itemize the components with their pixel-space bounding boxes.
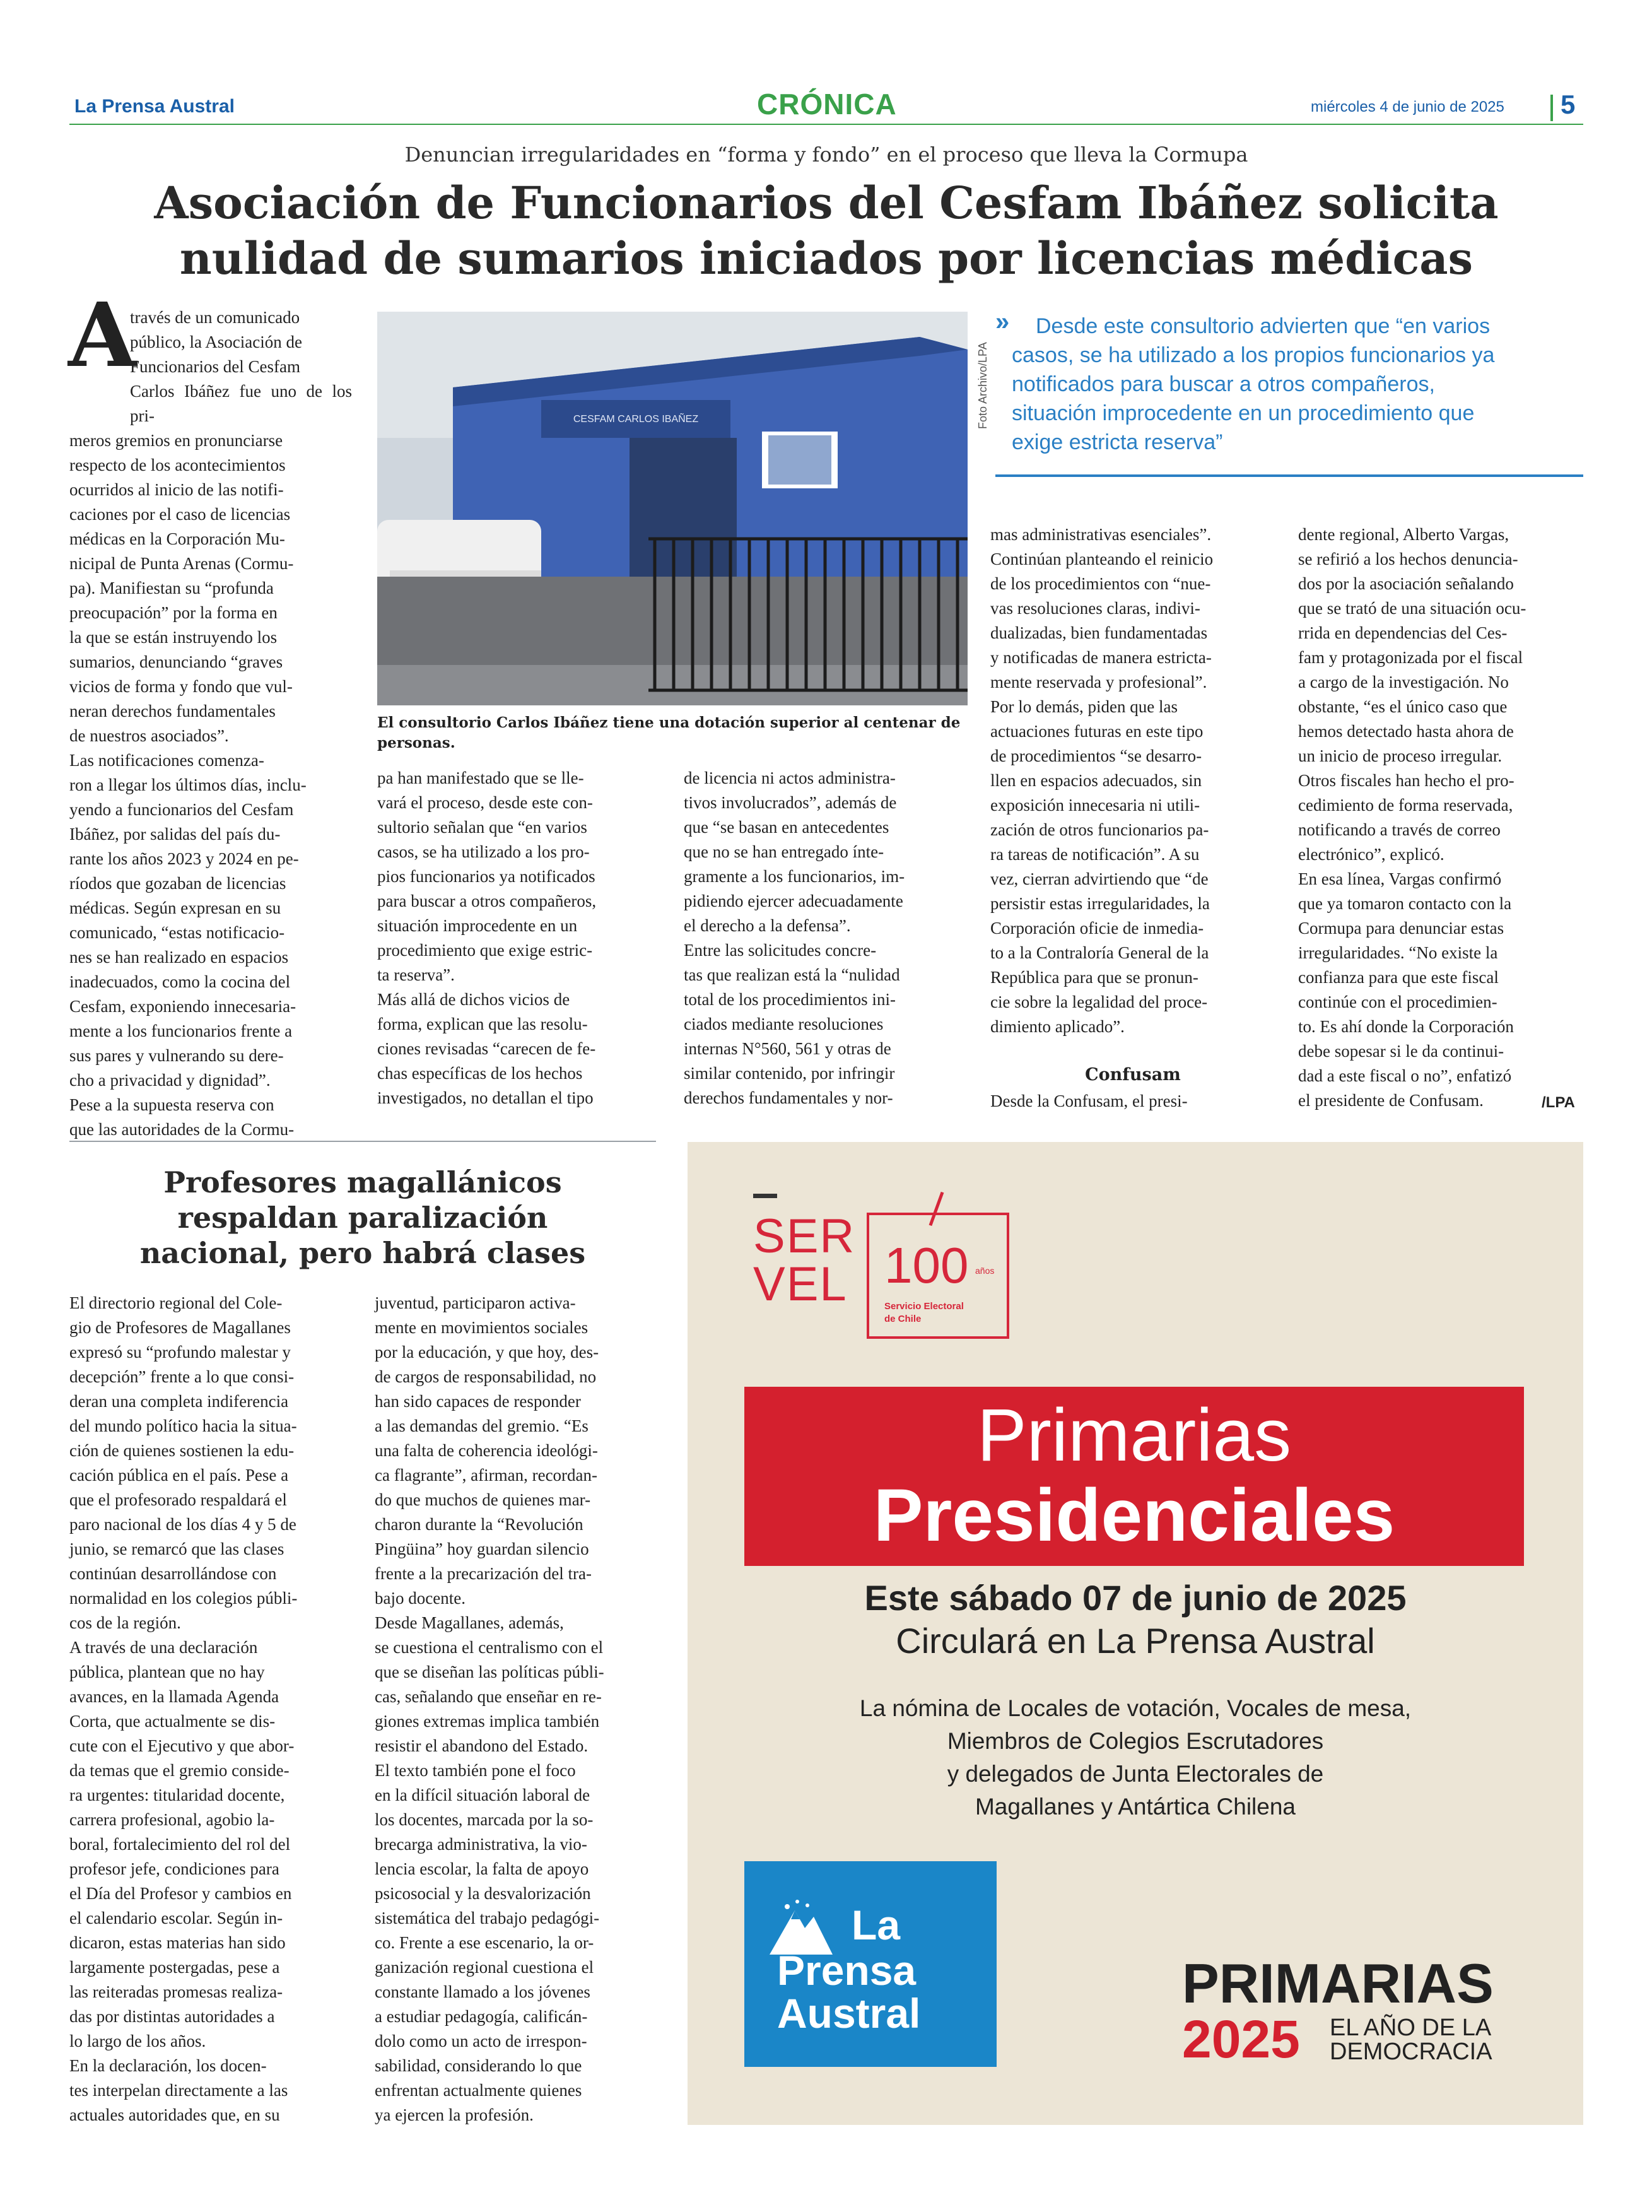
article-column-2: pa han manifestado que se lle- vará el proceso, desde este con- sultorio señalan que “en varios casos, se ha utilizado a los pro- pios funcionarios ya notificados para buscar a otros compañeros, situación improcedente en un procedimiento que exige estric- ta reserva”. Más allá de dichos vicios de forma, explican que las resolu- ciones revisadas “carecen de fe- chas específicas de los hechos investigados, no detallan el tipo (377, 768, 597, 1107)
building-illustration (377, 312, 968, 705)
photo-credit: Foto Archivo/LPA (976, 342, 989, 429)
headline-line-2: nulidad de sumarios iniciados por licencias médicas (179, 232, 1473, 285)
article-column-1-line: ocurridos al inicio de las notifi- (69, 480, 284, 499)
paper-name: La Prensa Austral (74, 96, 235, 117)
lpa-logo (744, 1861, 997, 2067)
article-column-1-line: sumarios, denunciando “graves (69, 652, 283, 671)
anniversary-suffix: años (975, 1266, 995, 1276)
article-column-1-line: caciones por el caso de licencias (69, 505, 291, 524)
lpa-logo-line-2: Prensa (777, 1947, 917, 1994)
article-column-1-line: respecto de los acontecimientos (69, 456, 286, 474)
article-column-1-line: cho a privacidad y dignidad”. (69, 1071, 271, 1090)
header-separator (1550, 95, 1553, 121)
article-column-1-line: Carlos Ibáñez fue uno de los pri- (130, 382, 352, 425)
article-column-1-line: la que se están instruyendo los (69, 628, 278, 647)
servel-ad (688, 1142, 1583, 2125)
primarias-tagline-2: DEMOCRACIA (1330, 2038, 1492, 2065)
pull-quote-icon: » (995, 308, 1010, 336)
article-signature: /LPA (1542, 1094, 1575, 1111)
article-column-1-line: pa). Manifiestan su “profunda (69, 579, 274, 597)
headline-line-1: Asociación de Funcionarios del Cesfam Ibáñez solicita (154, 177, 1499, 229)
anniversary-label-2: de Chile (884, 1314, 922, 1324)
article-divider (69, 1141, 656, 1142)
article-column-4b: Desde la Confusam, el presi- (990, 1091, 1188, 1110)
article-column-1-line: Cesfam, exponiendo innecesaria- (69, 997, 296, 1016)
ad-description (688, 1692, 1583, 1823)
article-column-5: dente regional, Alberto Vargas, se refirió a los hechos denuncia- dos por la asociación señalando que se trató de una situación ocu- rrida en dependencias del Ces- fam y protagonizada por el fiscal a cargo de la investigación. No obstante, “es el único caso que hemos detectado hasta ahora de un inicio de proceso irregular. Otros fiscales han hecho el pro- cedimiento de forma reservada, notificando a través de correo electrónico”, explicó. En esa línea, Vargas confirmó que ya tomaron contacto con la Cormupa para denunciar estas irregularidades. “No existe la confianza para que este fiscal continúe con el procedimien- to. Es ahí donde la Corporación debe sopesar si le da continui- dad a este fiscal o no”, enfatizó el presidente de Confusam. (1298, 525, 1526, 1110)
article-column-1-line: ron a llegar los últimos días, inclu- (69, 775, 307, 794)
article-column-1-line: vicios de forma y fondo que vul- (69, 677, 293, 696)
primarias-tagline-1: EL AÑO DE LA (1330, 2015, 1492, 2041)
article-column-1-line: sus pares y vulnerando su dere- (69, 1046, 284, 1065)
photo-caption: El consultorio Carlos Ibáñez tiene una dotación superior al centenar de personas. (377, 714, 961, 751)
servel-logo-dash (753, 1194, 777, 1198)
second-headline (69, 1165, 656, 1271)
article-column-1-line: Ibáñez, por salidas del país du- (69, 825, 281, 844)
article-column-1-line: público, la Asociación de (130, 332, 302, 351)
article-column-1-line: meros gremios en pronunciarse (69, 431, 283, 450)
article-column-1-line: mente a los funcionarios frente a (69, 1021, 293, 1040)
article-column-1-line: nicipal de Punta Arenas (Cormu- (69, 554, 294, 573)
anniversary-badge (867, 1213, 1009, 1339)
second-article-column-2: juventud, participaron activa- mente en movimientos sociales por la educación, y que hoy, des- de cargos de responsabilidad, no han sido capaces de responder a las demandas del gremio. “Es una falta de coherencia ideológi- ca flagrante”, afirman, recordan- do que muchos de quienes mar- charon durante la “Revolución Pingüina” hoy guardan silencio frente a la precarización del tra- bajo docente. Desde Magallanes, además, se cuestiona el centralismo con el que se diseñan las políticas públi- cas, señalando que enseñar en re- giones extremas implica también resistir el abandono del Estado. El texto también pone el foco en la difícil situación laboral de los docentes, marcada por la so- brecarga administrativa, la vio- lencia escolar, la falta de apoyo psicosocial y la desvalorización sistemática del trabajo pedagógi- co. Frente a ese escenario, la or- ganización regional cuestiona el constante llamado a los jóvenes a estudiar pedagogía, calificán- dolo como un acto de irrespon- sabilidad, considerando lo que enfrentan actualmente quienes ya ejercen la profesión. (375, 1293, 604, 2124)
article-column-1-line: Pese a la supuesta reserva con (69, 1095, 274, 1114)
article-column-1-line: preocupación” por la forma en (69, 603, 278, 622)
article-column-1-line: rante los años 2023 y 2024 en pe- (69, 849, 299, 868)
pull-quote: Desde este consultorio advierten que “en varios casos, se ha utilizado a los propios funcionarios ya notificados para buscar a otros compañeros, situación improcedente en un procedimiento que exige estricta reserva” (1012, 314, 1495, 454)
article-column-1-line: Funcionarios del Cesfam (130, 357, 300, 376)
ad-description-line-3: y delegados de Junta Electorales de (947, 1761, 1324, 1787)
anniversary-number: 100 (884, 1237, 969, 1293)
banner-line-2: Presidenciales (873, 1474, 1395, 1557)
second-headline-line-2: respaldan paralización (177, 1201, 548, 1235)
header-rule (69, 124, 1583, 125)
primarias-year: 2025 (1182, 2009, 1300, 2069)
kicker: Denuncian irregularidades en “forma y fondo” en el proceso que lleva la Cormupa (404, 143, 1248, 167)
article-column-1-line: médicas en la Corporación Mu- (69, 529, 285, 548)
servel-logo-bottom: VEL (753, 1257, 848, 1311)
servel-logo-top: SER (753, 1209, 856, 1263)
article-column-1-line: comunicado, “estas notificacio- (69, 923, 285, 942)
article-column-1-line: yendo a funcionarios del Cesfam (69, 800, 294, 819)
headline (69, 175, 1583, 286)
cesfam-photo (377, 312, 968, 705)
article-column-1-line: Las notificaciones comenza- (69, 751, 264, 770)
lpa-logo-line-3: Austral (777, 1990, 921, 2037)
article-column-1-line: médicas. Según expresan en su (69, 898, 281, 917)
article-column-3: de licencia ni actos administra- tivos involucrados”, además de que “se basan en antecedentes que no se han entregado ínte- gramente a los funcionarios, im- pidiendo ejercer adecuadamente el derecho a la defensa”. Entre las solicitudes concre- tas que realizan está la “nulidad total de los procedimientos ini- ciados mediante resoluciones internas N°560, 561 y otras de similar contenido, por infringir derechos fundamentales y nor- (684, 768, 905, 1107)
ad-circulation-line: Circulará en La Prensa Austral (896, 1621, 1375, 1661)
article-column-1-line: de nuestros asociados”. (69, 726, 229, 745)
article-column-1 (69, 305, 352, 1139)
article-column-1-line: través de un comunicado (130, 308, 300, 327)
section-title: CRÓNICA (757, 88, 897, 121)
ad-description-line-1: La nómina de Locales de votación, Vocales de mesa, (859, 1695, 1412, 1721)
lpa-logo-line-1: La (852, 1902, 901, 1948)
pull-quote-rule (995, 474, 1583, 477)
issue-date: miércoles 4 de junio de 2025 (1311, 98, 1504, 115)
article-column-1-line: nes se han realizado en espacios (69, 948, 289, 967)
mountain-icon (770, 1898, 833, 1955)
ad-description-line-2: Miembros de Colegios Escrutadores (947, 1728, 1324, 1754)
article-column-1-line: inadecuados, como la cocina del (69, 972, 291, 991)
second-article-column-1: El directorio regional del Cole- gio de Profesores de Magallanes expresó su “profundo malestar y decepción” frente a lo que consi- deran una completa indiferencia del mundo político hacia la situa- ción de quienes sostienen la edu- cación pública en el país. Pese a que el profesorado respaldará el paro nacional de los días 4 y 5 de junio, se remarcó que las clases continúan desarrollándose con normalidad en los colegios públi- cos de la región. A través de una declaración pública, plantean que no hay avances, en la llamada Agenda Corta, que actualmente se dis- cute con el Ejecutivo y que abor- da temas que el gremio conside- ra urgentes: titularidad docente, carrera profesional, agobio la- boral, fortalecimiento del rol del profesor jefe, condiciones para el Día del Profesor y cambios en el calendario escolar. Según in- dicaron, estas materias han sido largamente postergadas, pese a las reiteradas promesas realiza- das por distintas autoridades a lo largo de los años. En la declaración, los docen- tes interpelan directamente a las actuales autoridades que, en su (69, 1293, 298, 2124)
second-headline-line-3: nacional, pero habrá clases (139, 1236, 586, 1270)
banner-line-1: Primarias (976, 1394, 1292, 1477)
second-headline-line-1: Profesores magallánicos (163, 1165, 562, 1199)
article-column-1-line: neran derechos fundamentales (69, 702, 276, 721)
article-column-1-line: que las autoridades de la Cormu- (69, 1120, 295, 1139)
primarias-banner (744, 1387, 1524, 1566)
ad-description-line-4: Magallanes y Antártica Chilena (975, 1794, 1296, 1820)
page-number: 5 (1561, 90, 1576, 119)
ad-date-line: Este sábado 07 de junio de 2025 (864, 1578, 1407, 1618)
article-column-4: mas administrativas esenciales”. Continúan planteando el reinicio de los procedimientos con “nue- vas resoluciones claras, indivi- dualizadas, bien fundamentadas y notificadas de manera estricta- mente reservada y profesional”. Por lo demás, piden que las actuaciones futuras en este tipo de procedimientos “se desarro- llen en espacios adecuados, sin exposición innecesaria ni utili- zación de otros funcionarios pa- ra tareas de notificación”. A su vez, cierran advirtiendo que “de persistir estas irregularidades, la Corporación oficie de inmedia- to a la Contraloría General de la República para que se pronun- cie sobre la legalidad del proce- dimiento aplicado”. (990, 525, 1214, 1036)
anniversary-label-1: Servicio Electoral (884, 1301, 964, 1312)
primarias-word: PRIMARIAS (1182, 1952, 1494, 2015)
article-column-1-line: ríodos que gozaban de licencias (69, 874, 286, 893)
subhead-confusam: Confusam (1085, 1065, 1181, 1085)
drop-cap: A (68, 284, 137, 387)
photo-sign: CESFAM CARLOS IBAÑEZ (573, 414, 699, 425)
servel-logo (753, 1209, 856, 1311)
